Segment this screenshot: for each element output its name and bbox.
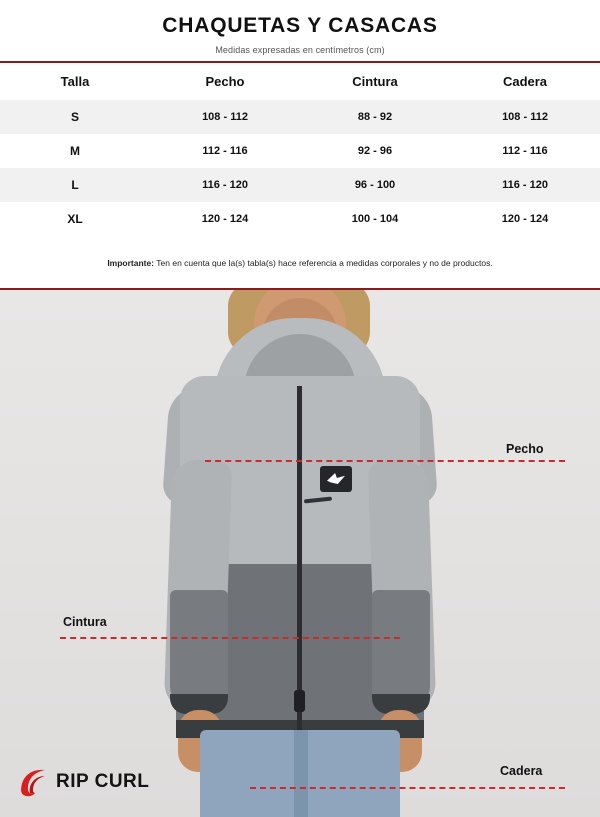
- table-row: [0, 202, 600, 236]
- cell-cintura: 92 - 96: [300, 134, 450, 168]
- chest-measure-label: Pecho: [506, 442, 544, 456]
- important-note: [0, 236, 600, 288]
- cell-talla: L: [0, 168, 150, 202]
- cell-pecho: 116 - 120: [150, 168, 300, 202]
- size-table: [0, 63, 600, 236]
- cell-cadera: 120 - 124: [450, 202, 600, 236]
- cell-pecho: 120 - 124: [150, 202, 300, 236]
- measurement-diagram: [0, 290, 600, 817]
- table-row: [0, 100, 600, 134]
- important-note-label: Importante:: [107, 258, 155, 268]
- size-table-head: [0, 63, 600, 100]
- column-header-cintura: Cintura: [300, 63, 450, 100]
- waist-measure-line: [60, 637, 400, 639]
- jacket-zipper: [297, 386, 302, 736]
- important-note-text: Ten en cuenta que la(s) tabla(s) hace referencia a medidas corporales y no de productos.: [154, 258, 493, 268]
- table-row: [0, 134, 600, 168]
- column-header-talla: Talla: [0, 63, 150, 100]
- column-header-cadera: Cadera: [450, 63, 600, 100]
- model-figure: [0, 290, 600, 817]
- cell-talla: S: [0, 100, 150, 134]
- brand-logo: [16, 765, 149, 799]
- chest-measure-line: [205, 460, 565, 462]
- cell-pecho: 112 - 116: [150, 134, 300, 168]
- page-header: [0, 0, 600, 61]
- cell-cadera: 108 - 112: [450, 100, 600, 134]
- jeans-fly-shade: [294, 730, 308, 817]
- table-header-row: [0, 63, 600, 100]
- brand-name: RIP CURL: [56, 771, 150, 792]
- rip-curl-wave-icon: [16, 765, 50, 799]
- cell-cintura: 88 - 92: [300, 100, 450, 134]
- size-table-container: [0, 63, 600, 236]
- table-row: [0, 168, 600, 202]
- cell-cintura: 96 - 100: [300, 168, 450, 202]
- page-subtitle: Medidas expresadas en centímetros (cm): [215, 45, 385, 55]
- column-header-pecho: Pecho: [150, 63, 300, 100]
- hip-measure-line: [250, 787, 565, 789]
- zipper-pull-icon: [294, 690, 305, 712]
- size-table-body: [0, 100, 600, 236]
- page-title: CHAQUETAS Y CASACAS: [162, 14, 438, 37]
- cell-talla: XL: [0, 202, 150, 236]
- rip-curl-logo-patch-icon: [320, 466, 352, 492]
- cell-cadera: 112 - 116: [450, 134, 600, 168]
- waist-measure-label: Cintura: [63, 615, 107, 629]
- hip-measure-label: Cadera: [500, 764, 543, 778]
- cell-pecho: 108 - 112: [150, 100, 300, 134]
- cell-talla: M: [0, 134, 150, 168]
- cell-cintura: 100 - 104: [300, 202, 450, 236]
- cell-cadera: 116 - 120: [450, 168, 600, 202]
